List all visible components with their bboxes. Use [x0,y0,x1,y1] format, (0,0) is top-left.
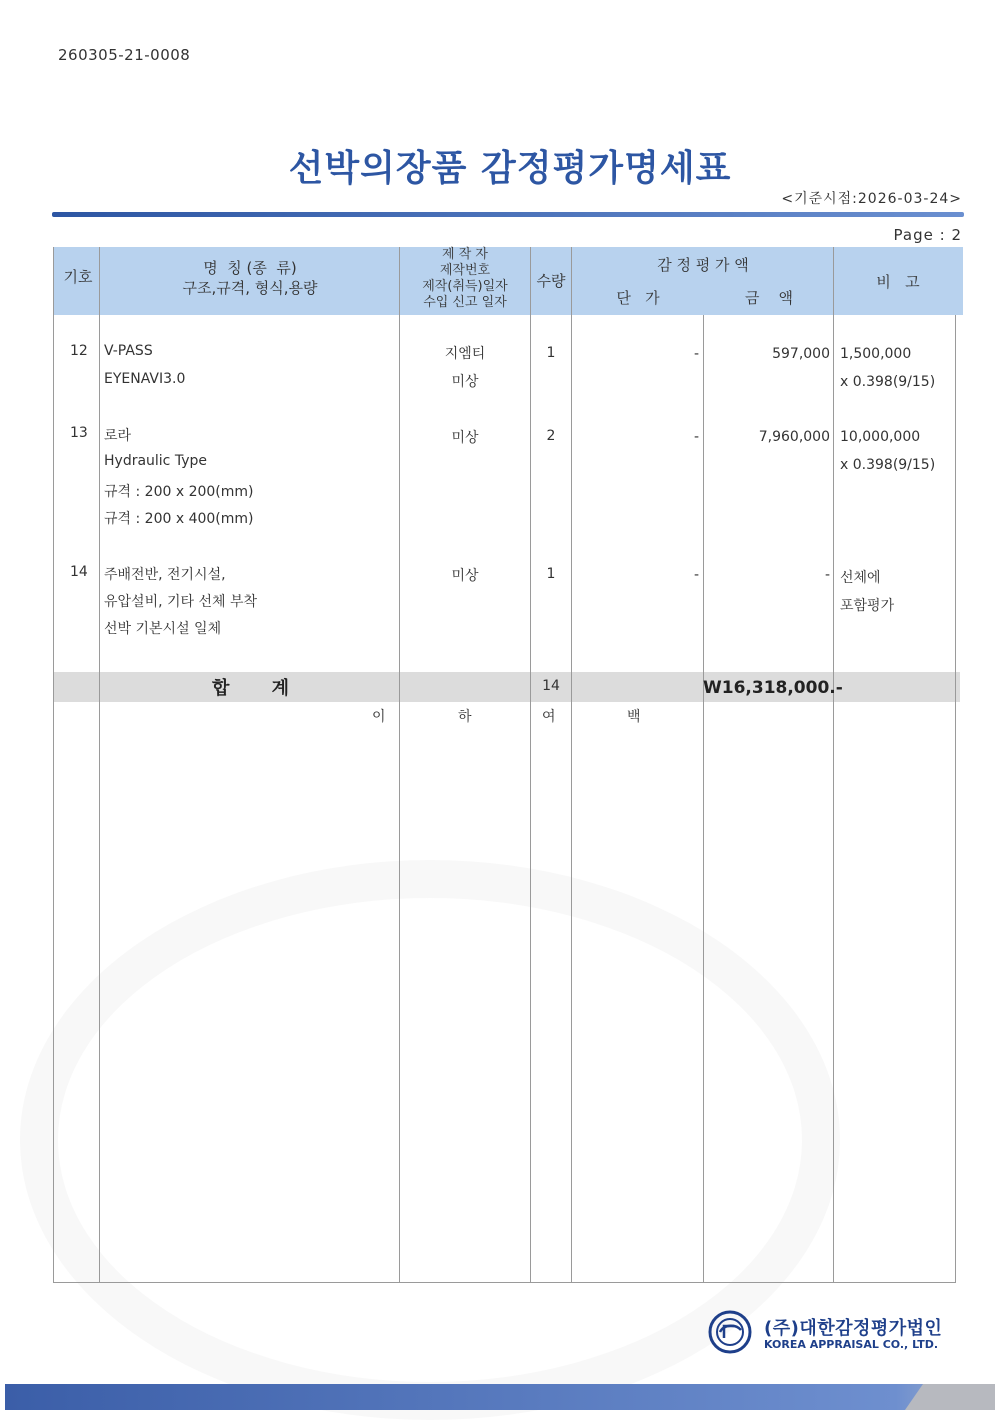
item-no: 14 [70,564,88,580]
basis-date: <기준시점:2026-03-24> [781,191,962,207]
header-maker-line: 제작번호 [439,263,491,278]
total-label-b: 계 [271,678,291,699]
header-name-line2: 구조,규격, 형식,용량 [182,279,318,297]
header-maker [400,247,530,311]
item-remark-line: x 0.398(9/15) [840,374,936,390]
header-appraisal: 감 정 평 가 액 [657,256,749,274]
blank-marker: 여 [542,709,556,725]
item-maker-line: 미상 [451,430,479,446]
blank-marker: 이 [372,709,386,725]
item-remark-line: 10,000,000 [840,429,921,445]
column-divider [703,315,704,1283]
item-unit-price: - [693,567,699,583]
item-remark-line: x 0.398(9/15) [840,457,936,473]
item-name-line: 규격 : 200 x 200(mm) [104,484,254,500]
item-remark-line: 포함평가 [840,598,895,614]
table-right-border [955,315,956,1283]
logo-name-en: KOREA APPRAISAL CO., LTD. [764,1338,939,1351]
item-maker-line: 미상 [451,568,479,584]
blank-marker: 하 [458,709,472,725]
column-divider [53,247,54,1283]
item-name-line: 규격 : 200 x 400(mm) [104,511,254,527]
item-maker-line: 미상 [451,374,479,390]
item-amount: - [824,567,830,583]
item-name-line: V-PASS [104,343,153,359]
footer-band [5,1384,995,1410]
item-qty: 1 [546,566,556,582]
column-divider [571,247,572,1283]
header-amount: 금 액 [744,289,794,307]
title-divider [52,212,964,217]
column-divider [530,247,531,1283]
item-remark-line: 1,500,000 [840,346,912,362]
item-name-line: 선박 기본시설 일체 [104,621,222,637]
header-maker-line: 수입 신고 일자 [423,295,507,310]
page-title: 선박의장품 감정평가명세표 [288,148,732,189]
header-no: 기호 [63,268,93,286]
total-label [212,674,290,700]
company-logo [708,1308,948,1360]
page-number: Page : 2 [893,226,962,244]
header-qty: 수량 [536,272,566,290]
total-qty: 14 [542,678,560,694]
header-name-line1: 명 칭 (종 류) [203,259,297,277]
item-unit-price: - [693,429,699,445]
item-name-line: Hydraulic Type [104,453,207,469]
item-name-line: 로라 [104,428,132,444]
item-name-line: 유압설비, 기타 선체 부착 [104,594,258,610]
total-amount: W16,318,000.- [703,678,843,698]
item-amount: 7,960,000 [758,429,830,445]
blank-marker: 백 [627,709,641,725]
header-remarks: 비 고 [876,273,920,291]
item-no: 12 [70,343,88,359]
table-bottom-border [53,1282,955,1283]
total-label-a: 합 [212,678,231,699]
logo-emblem-icon [708,1310,752,1354]
item-unit-price: - [693,346,699,362]
item-qty: 1 [546,345,556,361]
column-divider [99,247,100,1283]
item-no: 13 [70,425,88,441]
logo-name-ko: (주)대한감정평가법인 [764,1318,943,1339]
document-number: 260305-21-0008 [58,46,191,64]
header-unit-price: 단 가 [616,289,660,307]
header-maker-line: 제 작 자 [442,247,488,262]
item-name-line: EYENAVI3.0 [104,371,186,387]
item-qty: 2 [546,428,556,444]
item-name-line: 주배전반, 전기시설, [104,567,226,583]
column-divider [833,247,834,1283]
item-maker-line: 지엠티 [444,346,486,362]
header-maker-line: 제작(취득)일자 [422,279,508,294]
item-remark-line: 선체에 [840,570,881,586]
column-divider [399,247,400,1283]
item-amount: 597,000 [772,346,830,362]
